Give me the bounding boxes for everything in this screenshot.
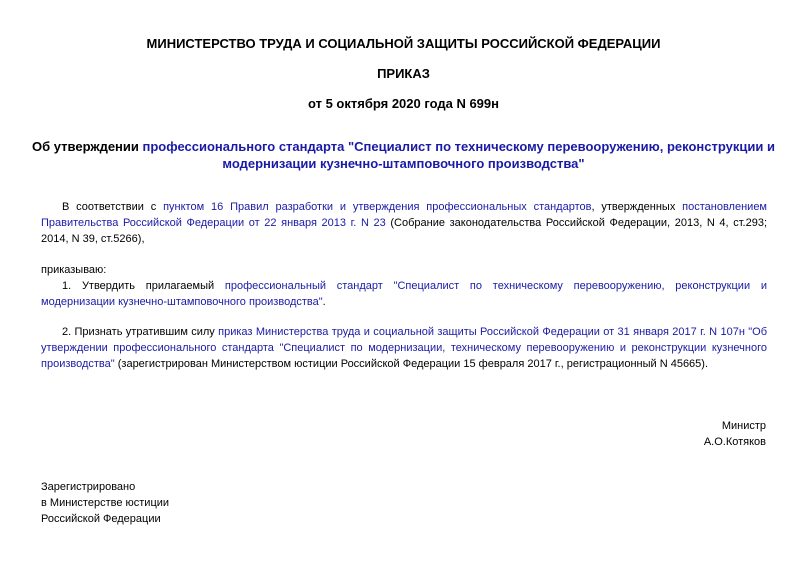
title-standard-link[interactable]: профессионального стандарта "Специалист по техническому перевооружению, реконструкции и модернизации кузнечно-штамповочного производства" [142,139,775,171]
repealed-order-link[interactable]: приказ Министерства труда и социальной защиты Российской Федерации от 31 января 2017 г. N 107н "Об утверждении профессионального стандарта "Специалист по модернизации, техническому перевооружению и реконструкции кузнечного производства" [41,326,768,370]
preamble-paragraph [41,199,767,247]
registration-line-1: Зарегистрировано [41,481,136,493]
item1-text-1: 1. Утвердить прилагаемый [62,280,225,292]
order-item-2 [41,324,767,372]
rules-point-16-link[interactable]: пунктом 16 Правил разработки и утверждения профессиональных стандартов [163,201,592,213]
registration-line-2: в Министерстве юстиции [41,497,170,509]
item1-text-2: . [322,296,326,308]
professional-standard-link[interactable]: профессиональный стандарт "Специалист по техническому перевооружению, реконструкции и модернизации кузнечно-штамповочного производства" [41,280,767,308]
signature-position: Министр [721,420,766,432]
document-date-number: от 5 октября 2020 года N 699н [307,96,499,111]
signature-name: А.О.Котяков [703,436,766,448]
preamble-text-1: В соответствии с [62,201,164,213]
document-title [0,138,807,172]
preamble-text-2: , утвержденных [591,201,683,213]
title-prefix: Об утверждении [32,139,143,154]
government-resolution-link[interactable]: постановлением Правительства Российской Федерации от 22 января 2013 г. N 23 [41,201,767,229]
order-item-1 [41,278,767,310]
item2-text-1: 2. Признать утратившим силу [62,326,219,338]
preamble-text-3: (Собрание законодательства Российской Федерации, 2013, N 4, ст.293; 2014, N 39, ст.5266), [41,217,768,245]
order-word: приказываю: [41,264,107,276]
ministry-heading: МИНИСТЕРСТВО ТРУДА И СОЦИАЛЬНОЙ ЗАЩИТЫ РОССИЙСКОЙ ФЕДЕРАЦИИ [146,36,661,51]
document-type: ПРИКАЗ [377,66,430,81]
registration-line-3: Российской Федерации [41,513,161,525]
item2-text-2: (зарегистрирован Министерством юстиции Российской Федерации 15 февраля 2017 г., регистрационный N 45665). [114,358,709,370]
